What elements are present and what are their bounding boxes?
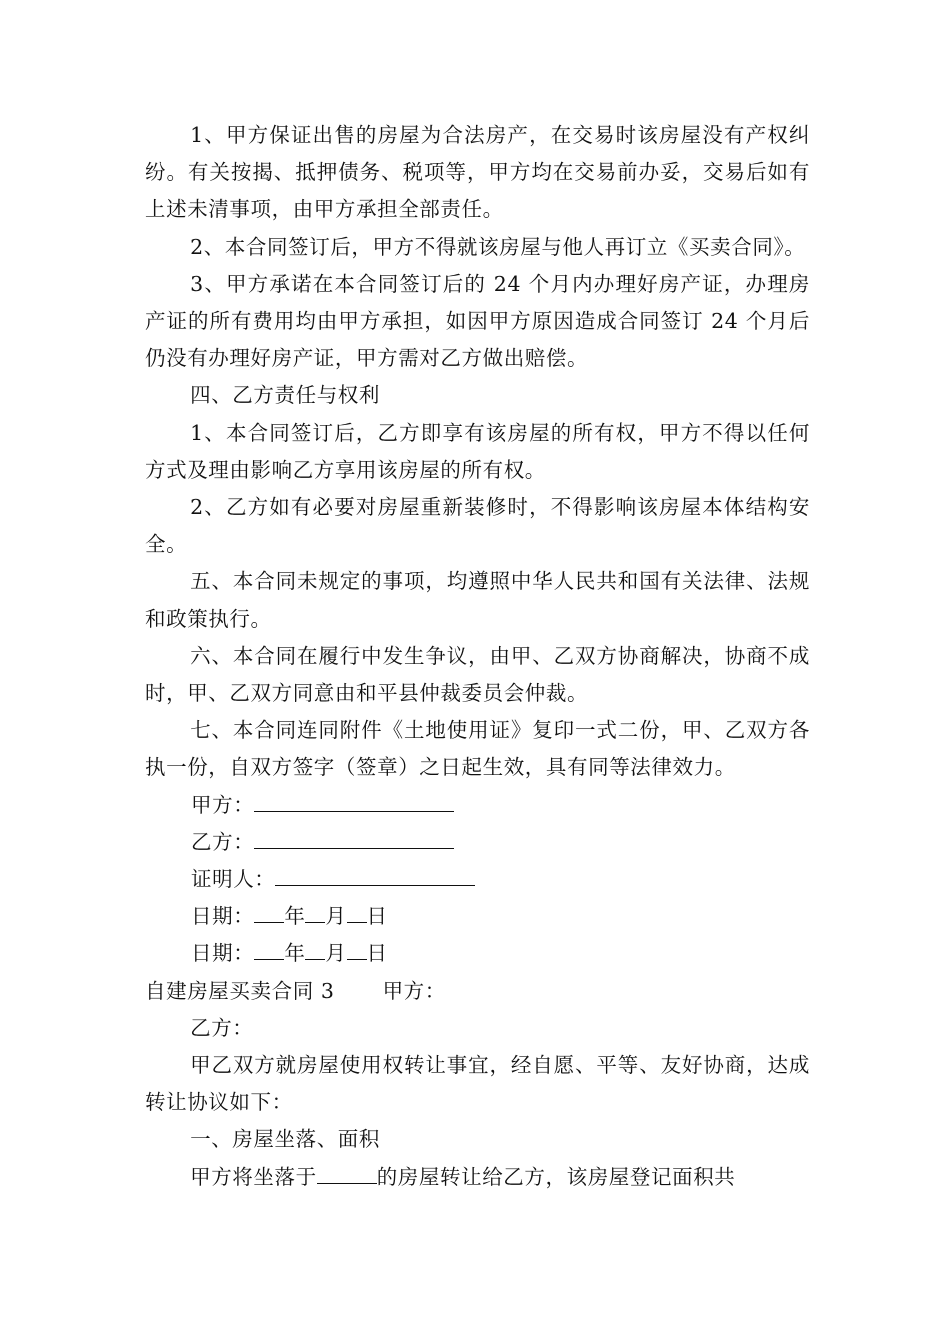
date-line-1 [145,898,810,935]
year-label-2: 年 [284,941,306,966]
day-blank-2[interactable] [347,941,367,960]
section-6: 六、本合同在履行中发生争议，由甲、乙双方协商解决，协商不成时，甲、乙双方同意由和平县仲裁委员会仲裁。 [145,643,810,706]
contract3-title: 自建房屋买卖合同 3 [145,978,335,1003]
day-blank-1[interactable] [347,904,367,923]
location-text-after: 的房屋转让给乙方，该房屋登记面积共 [376,1164,736,1189]
year-blank-2[interactable] [254,941,284,960]
document-body [145,117,810,1196]
signature-party-a [145,787,810,824]
party-a-blank[interactable] [254,793,454,812]
contract3-intro: 甲乙双方就房屋使用权转让事宜，经自愿、平等、友好协商，达成转让协议如下： [145,1053,810,1115]
location-text-before: 甲方将坐落于 [190,1164,317,1189]
date-line-2 [145,935,810,972]
location-blank[interactable] [317,1165,377,1184]
clause-a3: 3、甲方承诺在本合同签订后的 24 个月内办理好房产证，办理房产证的所有费用均由甲方承担，如因甲方原因造成合同签订 24 个月后仍没有办理好房产证，甲方需对乙方做出赔偿。 [145,271,810,371]
clause-a1: 1、甲方保证出售的房屋为合法房产，在交易时该房屋没有产权纠纷。有关按揭、抵押债务、税项等，甲方均在交易前办妥，交易后如有上述未清事项，由甲方承担全部责任。 [145,123,810,222]
party-b-blank[interactable] [254,830,454,849]
contract3-title-line [145,973,810,1010]
date-label-2: 日期： [191,941,255,966]
month-blank-2[interactable] [305,941,325,960]
date-label-1: 日期： [191,904,255,929]
contract3-party-a: 甲方： [382,978,446,1003]
section-heading-4: 四、乙方责任与权利 [190,383,380,408]
party-b-label: 乙方： [191,829,255,854]
clause-a2: 2、本合同签订后，甲方不得就该房屋与他人再订立《买卖合同》。 [190,234,806,259]
contract3-section-1: 一、房屋坐落、面积 [190,1127,380,1152]
year-label-1: 年 [284,904,306,929]
clause-b2: 2、乙方如有必要对房屋重新装修时，不得影响该房屋本体结构安全。 [145,495,810,557]
witness-blank[interactable] [275,867,475,886]
year-blank-1[interactable] [254,904,284,923]
party-a-label: 甲方： [191,792,255,817]
section-7: 七、本合同连同附件《土地使用证》复印一式二份，甲、乙双方各执一份，自双方签字（签章）之日起生效，具有同等法律效力。 [145,718,810,780]
month-blank-1[interactable] [305,904,325,923]
clause-b1: 1、本合同签订后，乙方即享有该房屋的所有权，甲方不得以任何方式及理由影响乙方享用该房屋的所有权。 [145,420,810,482]
witness-label: 证明人： [191,867,276,892]
contract3-section-1-text [145,1159,810,1196]
day-label-1: 日 [366,904,388,929]
month-label-1: 月 [325,904,347,929]
signature-witness [145,861,810,898]
signature-party-b [145,824,810,861]
day-label-2: 日 [366,941,388,966]
contract3-party-b: 乙方： [190,1015,254,1040]
month-label-2: 月 [325,941,347,966]
section-5: 五、本合同未规定的事项，均遵照中华人民共和国有关法律、法规和政策执行。 [145,569,810,631]
